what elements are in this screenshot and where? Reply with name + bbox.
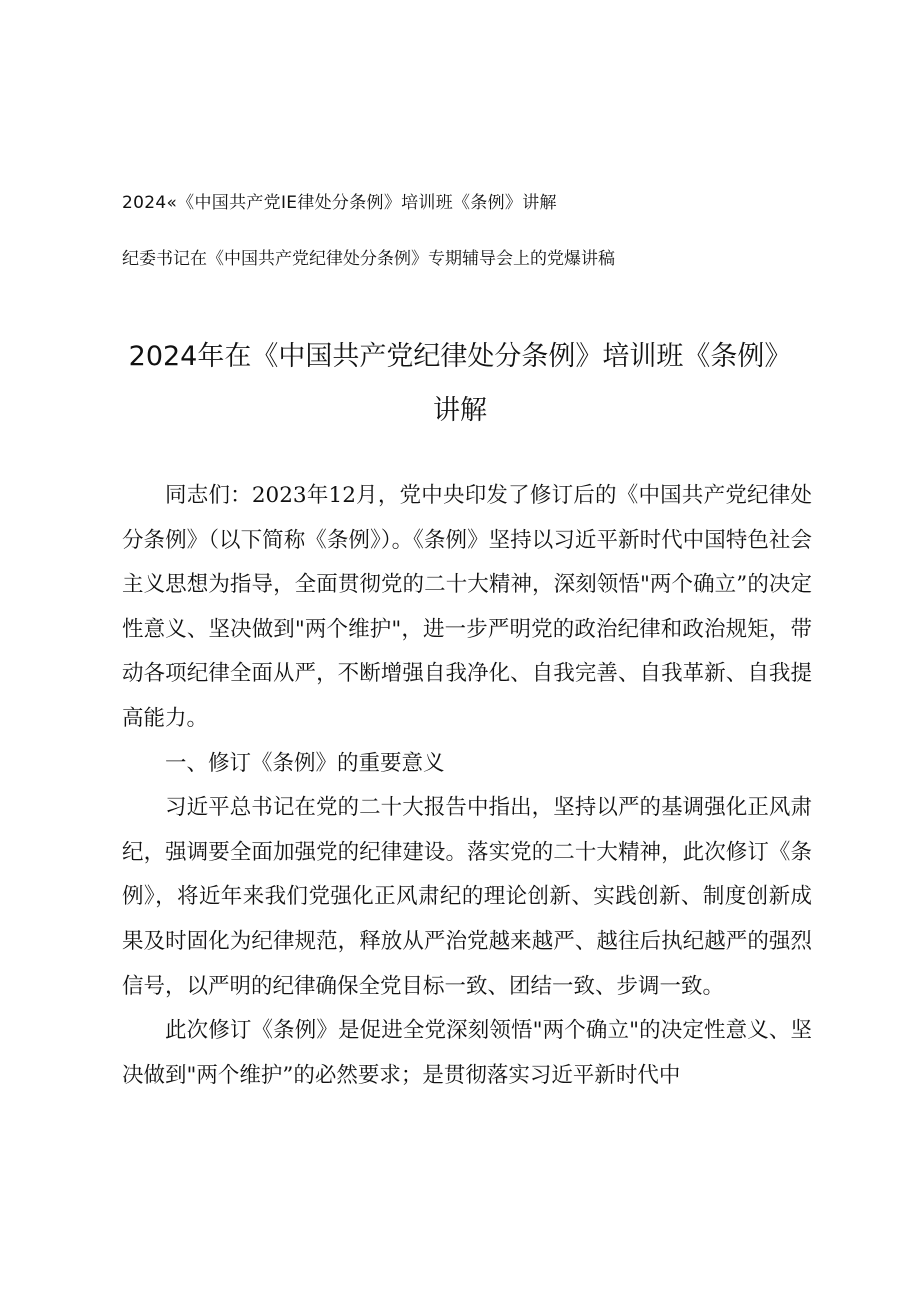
cover-title-line: 2024«《中国共产党IE律处分条例》培训班《条例》讲解	[122, 193, 557, 213]
document-title	[100, 330, 820, 438]
paragraph-opening: 同志们：2023年12月，党中央印发了修订后的《中国共产党纪律处分条例》（以下简称《条例》）。《条例》坚持以习近平新时代中国特色社会主义思想为指导，全面贯彻党的二十大精神，深刻领悟"两个确立”的决定性意义、坚决做到"两个维护"，进一步严明党的政治纪律和政治规矩，带动各项纪律全面从严，不断增强自我净化、自我完善、自我革新、自我提高能力。	[122, 483, 812, 731]
paragraph: 习近平总书记在党的二十大报告中指出，坚持以严的基调强化正风肃纪，强调要全面加强党的纪律建设。落实党的二十大精神，此次修订《条例》，将近年来我们党强化正风肃纪的理论创新、实践创新、制度创新成果及时固化为纪律规范，释放从严治党越来越严、越往后执纪越严的强烈信号，以严明的纪律确保全党目标一致、团结一致、步调一致。	[122, 795, 812, 999]
document-title-line-1: 2024年在《中国共产党纪律处分条例》培训班《条例》	[128, 341, 792, 372]
cover-subtitle-line: 纪委书记在《中国共产党纪律处分条例》专期辅导会上的党爆讲稿	[122, 249, 615, 269]
document-body	[122, 474, 812, 1098]
document-title-line-2: 讲解	[433, 395, 487, 426]
paragraph: 此次修订《条例》是促进全党深刻领悟"两个确立"的决定性意义、坚决做到"两个维护”的必然要求；是贯彻落实习近平新时代中	[122, 1018, 812, 1088]
section-heading: 一、修订《条例》的重要意义	[165, 750, 445, 776]
